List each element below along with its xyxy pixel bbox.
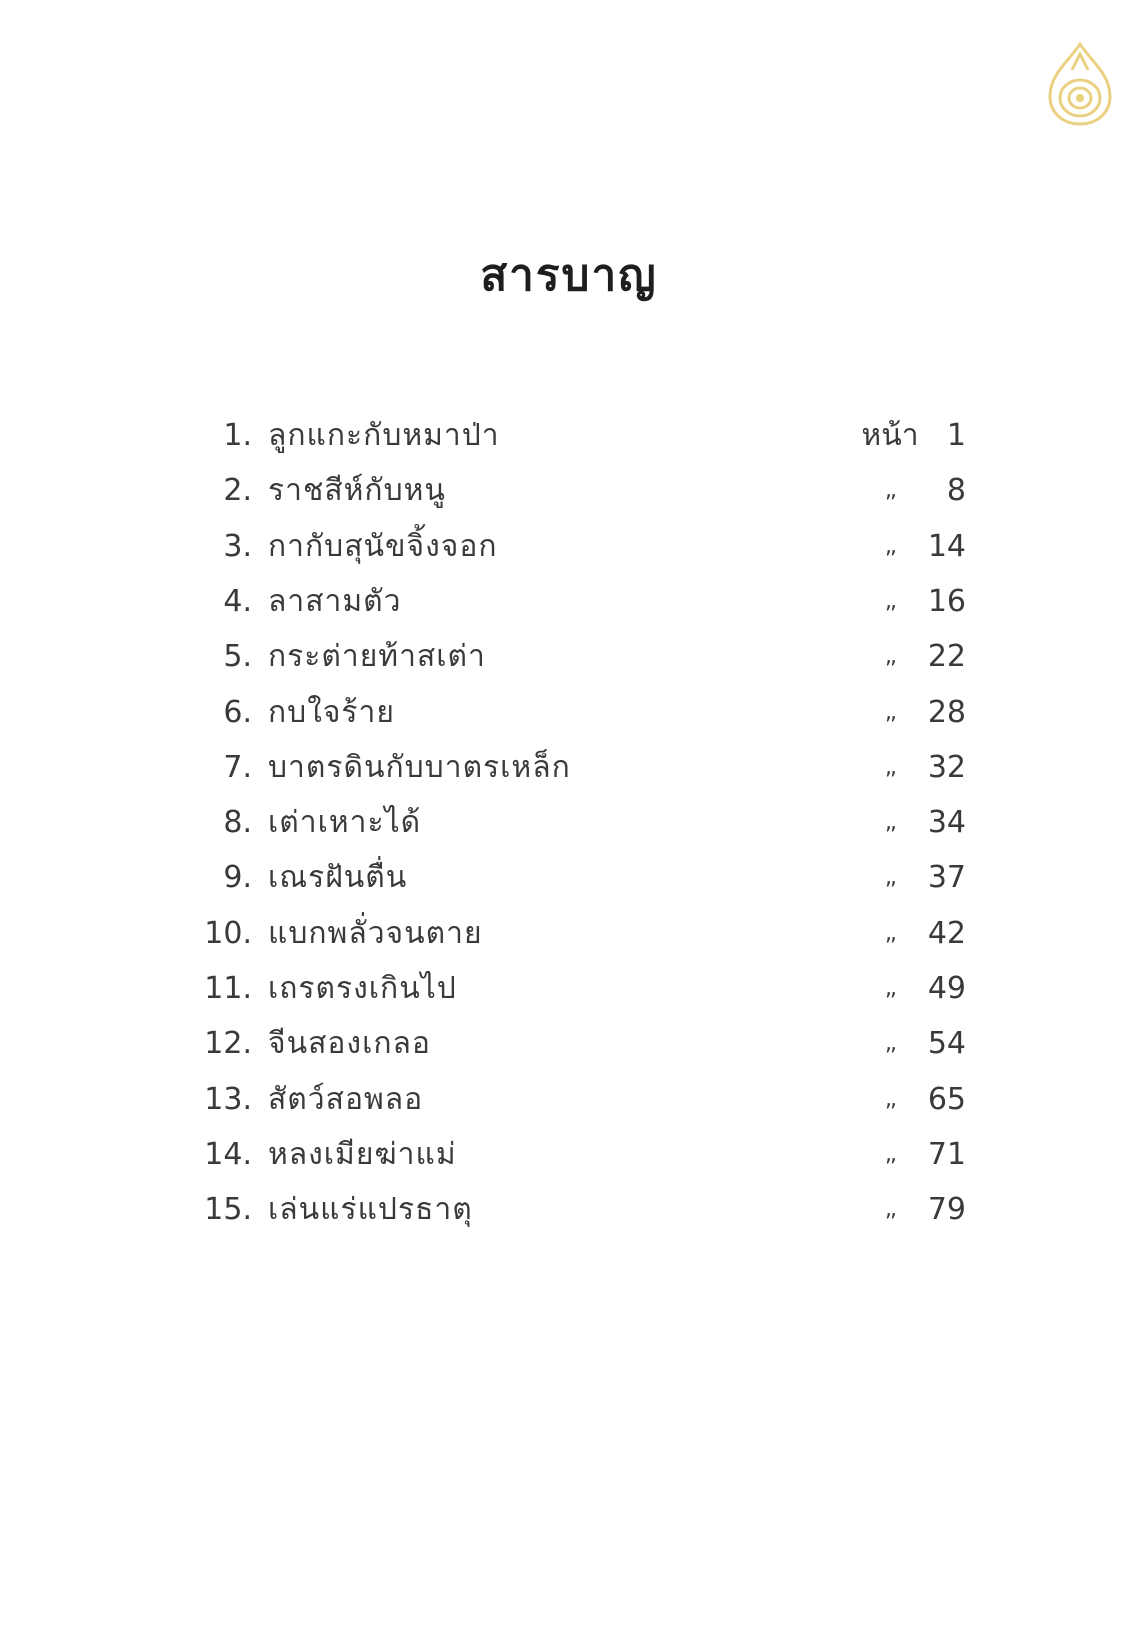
toc-entry [0,1024,1138,1064]
toc-entry-number: 15. [204,1192,252,1227]
toc-entry [0,527,1138,567]
toc-entry-title: กระต่ายท้าสเต่า [268,639,486,674]
toc-entry-title: ราชสีห์กับหนู [268,473,446,508]
toc-entry-number: 4. [223,584,252,619]
toc-entry-title: กากับสุนัขจิ้งจอก [268,529,498,564]
toc-entry-page: 49 [927,971,966,1006]
toc-entry-title: เถรตรงเกินไป [268,971,457,1006]
ditto-mark: ,, [885,589,895,614]
page-label: หน้า [861,418,919,453]
toc-entry [0,637,1138,677]
toc-entry-page: 37 [927,860,966,895]
toc-entry [0,803,1138,843]
toc-entry-page: 1 [946,418,966,453]
ditto-mark: ,, [885,1087,895,1112]
toc-entry [0,582,1138,622]
ditto-mark: ,, [885,976,895,1001]
toc-entry-page: 28 [927,695,966,730]
toc-entry-title: เล่นแร่แปรธาตุ [268,1192,473,1227]
toc-entry-number: 10. [204,916,252,951]
toc-entry-number: 12. [204,1026,252,1061]
ditto-mark: ,, [885,1031,895,1056]
toc-entry-title: เต่าเหาะได้ [268,805,422,840]
toc-entry [0,416,1138,456]
toc-entry-title: กบใจร้าย [268,695,395,730]
toc-entry-title: แบกพลั่วจนตาย [268,916,483,951]
toc-entry-page: 16 [927,584,966,619]
toc-entry-number: 14. [204,1137,252,1172]
page-title: สารบาญ [480,250,658,301]
toc-entry-title: หลงเมียฆ่าแม่ [268,1137,457,1172]
toc-entry [0,1135,1138,1175]
toc-entry-number: 9. [223,860,252,895]
toc-entry-number: 7. [223,750,252,785]
toc-entry-number: 1. [223,418,252,453]
toc-entry-page: 22 [927,639,966,674]
toc-entry-page: 71 [927,1137,966,1172]
royal-emblem-icon [1040,40,1120,128]
ditto-mark: ,, [885,534,895,559]
toc-entry-number: 5. [223,639,252,674]
toc-entry-number: 8. [223,805,252,840]
toc-entry [0,1190,1138,1230]
ditto-mark: ,, [885,478,895,503]
ditto-mark: ,, [885,755,895,780]
toc-entry-page: 79 [927,1192,966,1227]
ditto-mark: ,, [885,921,895,946]
toc-entry-number: 3. [223,529,252,564]
toc-entry-title: สัตว์สอพลอ [268,1082,424,1117]
ditto-mark: ,, [885,865,895,890]
ditto-mark: ,, [885,1142,895,1167]
toc-entry-number: 6. [223,695,252,730]
toc-entry-number: 2. [223,473,252,508]
toc-entry-title: ลาสามตัว [268,584,402,619]
ditto-mark: ,, [885,644,895,669]
toc-entry-page: 14 [927,529,966,564]
toc-entry-number: 13. [204,1082,252,1117]
toc-entry-title: ลูกแกะกับหมาป่า [268,418,500,453]
toc-entry-page: 32 [927,750,966,785]
ditto-mark: ,, [885,1197,895,1222]
ditto-mark: ,, [885,810,895,835]
ditto-mark: ,, [885,700,895,725]
toc-entry-page: 65 [927,1082,966,1117]
toc-entry [0,693,1138,733]
toc-entry-title: บาตรดินกับบาตรเหล็ก [268,750,571,785]
toc-entry-page: 54 [927,1026,966,1061]
toc-entry-title: จีนสองเกลอ [268,1026,431,1061]
toc-entry-number: 11. [204,971,252,1006]
toc-entry [0,914,1138,954]
toc-entry [0,858,1138,898]
toc-entry [0,1080,1138,1120]
toc-entry [0,969,1138,1009]
toc-entry [0,471,1138,511]
toc-entry-page: 42 [927,916,966,951]
toc-entry [0,748,1138,788]
toc-entry-page: 34 [927,805,966,840]
toc-entry-title: เณรฝันตื่น [268,860,408,895]
toc-entry-page: 8 [946,473,966,508]
